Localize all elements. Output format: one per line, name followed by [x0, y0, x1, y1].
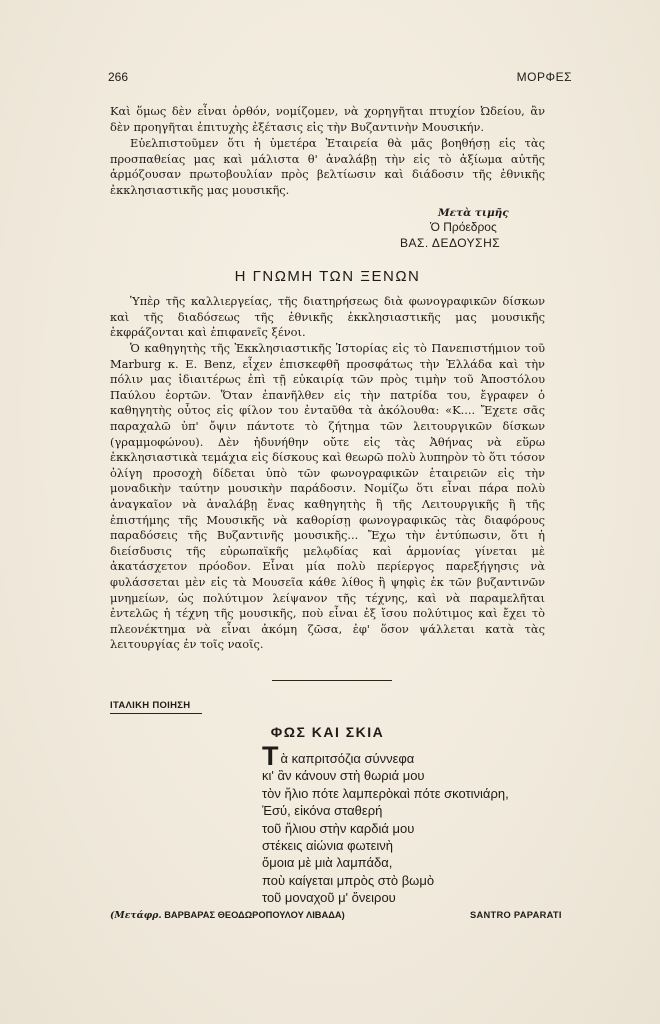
letter-paragraph-2: Εὐελπιστοῦμεν ὅτι ἡ ὑμετέρα Ἑταιρεία θὰ μᾶς βοηθήσῃ εἰς τὰς προσπαθείας μας καὶ μάλιστα θ' ἀναλάβῃ τὴν εἰς τὸ ἀξίωμα αὐτῆς ἁρμόζουσαν πρωτοβουλίαν πρὸς βελτίωσιν καὶ διάδοσιν τῆς ἐθνικῆς ἐκκλησιαστικῆς μας μουσικῆς. — [110, 136, 545, 197]
letter-signer-name: ΒΑΣ. ΔΕΔΟΥΣΗΣ — [400, 236, 501, 250]
poem — [262, 741, 592, 907]
section-label: ΙΤΑΛΙΚΗ ΠΟΙΗΣΗ — [110, 700, 191, 711]
letter-paragraph-1: Καὶ ὅμως δὲν εἶναι ὀρθόν, νομίζομεν, νὰ χορηγῆται πτυχίον Ὠδείου, ἂν δὲν προηγῆται ἐπιτυχὴς ἐξέτασις εἰς τὴν Βυζαντινὴν Μουσικήν. — [110, 104, 545, 134]
poem-line: τὸν ἥλιο πότε λαμπερὸκαὶ πότε σκοτινιάρη, — [262, 785, 509, 801]
translator-credit — [110, 910, 345, 921]
poem-title: ΦΩΣ ΚΑΙ ΣΚΙΑ — [270, 724, 385, 740]
letter-closing: Μετὰ τιμῆς — [438, 207, 509, 219]
poem-line: κι' ἂν κάνουν στὴ θωριά μου — [262, 768, 425, 784]
divider — [272, 680, 392, 681]
poem-line: τοῦ ἥλιου στὴν καρδιά μου — [262, 820, 415, 836]
drop-cap: Τ — [262, 741, 279, 771]
section-paragraph-2: Ὁ καθηγητὴς τῆς Ἐκκλησιαστικῆς Ἱστορίας εἰς τὸ Πανεπιστήμιον τοῦ Marburg κ. E. Benz, εἶχεν ἐπισκεφθῆ προσφάτως τὴν Ἑλλάδα καὶ τὴν πόλιν μας ἰδιαιτέρως ἐπὶ τῇ εὐκαιρίᾳ τῶν πρὸς τιμὴν τοῦ Ἀποστόλου Παύλου ἑορτῶν. Ὅταν ἐπανῆλθεν εἰς τὴν πατρίδα του, ἔγραφεν ὁ καθηγητὴς οὗτος εἰς φίλον του ἐνταῦθα τὰ ἀκόλουθα: «Κ.... Ἔχετε σᾶς παραχαλῶ ὑπ' ὄψιν πάντοτε τὸ ζήτημα τῶν λειτουργικῶν δίσκων (γραμμοφώνου). Δὲν ἠδυνήθην οὔτε εἰς τὰς Ἀθήνας νὰ εὕρω ἐκκλησιαστικὰ τεμάχια εἰς δίσκους καὶ θεωρῶ πολὺ λυπηρὸν τὸ ὅτι τόσον ὀλίγη προσοχὴ δίδεται ὑπὸ τῶν φωνογραφικῶν ἑταιρειῶν εἰς τὴν μοναδικὴν ταύτην μουσικὴν παράδοσιν. Νομίζω ὅτι εἶναι πάρα πολὺ ἀναγκαῖον νὰ ἀναλάβῃ ἕνας καθηγητὴς ἢ τῆς Λειτουργικῆς ἢ τῆς ἐπιστήμης τῆς Μουσικῆς νὰ καθορίσῃ φωνογραφικῶς τὰς διαφόρους παραδόσεις τῆς Βυζαντινῆς μουσικῆς... Ἔχω τὴν ἐντύπωσιν, ὅτι ἡ διείσδυσις τῆς εὐρωπαϊκῆς μελῳδίας καὶ ἁρμονίας γίνεται μὲ ἀκατάσχετον πρόοδον. Εἶναι μία πολὺ περίεργος παρεξήγησις νὰ φυλάσσεται μὲν εἰς τὰ Μουσεῖα κάθε λίθος ἢ ψηφὶς ἐκ τῶν βυζαντινῶν μνημείων, ὡς πολύτιμον λείψανον τῆς τέχνης, καὶ νὰ παραμελῆται ἐντελῶς ἡ τέχνη τῆς μουσικῆς, ποὺ εἶναι ἐξ ἴσου πολύτιμος καὶ ἔχει τὸ πλεονέκτημα νὰ εἶναι ἀκόμη ζῶσα, ἐφ' ὅσον ψάλλεται κατὰ τὰς λειτουργίας ἐν τοῖς ναοῖς. — [110, 341, 545, 652]
section-heading: Η ΓΝΩΜΗ ΤΩΝ ΞΕΝΩΝ — [234, 268, 421, 285]
poem-line: στέκεις αἰώνια φωτεινὴ — [262, 838, 394, 854]
poem-line: ὅμοια μὲ μιὰ λαμπάδα, — [262, 855, 393, 871]
translator-name: ΒΑΡΒΑΡΑΣ ΘΕΟΔΩΡΟΠΟΥΛΟΥ ΛΙΒΑΔΑ) — [164, 910, 345, 920]
poem-author: SANTRO PAPARATI — [470, 910, 562, 920]
poem-line: ποὺ καίγεται μπρὸς στὸ βωμὸ — [262, 872, 435, 888]
poem-line: τοῦ μοναχοῦ μ' ὄνειρου — [262, 890, 396, 906]
poem-line: Τὰ καπριτσόζια σύννεφα — [262, 741, 415, 771]
translator-prefix: (Μετάφρ. — [110, 910, 162, 921]
page-number: 266 — [108, 70, 129, 84]
letter-signer-role: Ὁ Πρόεδρος — [430, 220, 497, 234]
section-paragraph-1: Ὑπὲρ τῆς καλλιεργείας, τῆς διατηρήσεως διὰ φωνογραφικῶν δίσκων καὶ τῆς διαδόσεως τῆς ἐθνικῆς ἐκκλησιαστικῆς μας μουσικῆς ἐκφράζονται καὶ ἐπιφανεῖς ξένοι. — [110, 294, 545, 340]
section-label-underline — [110, 713, 202, 714]
running-head: ΜΟΡΦΕΣ — [516, 70, 572, 84]
poem-line: Ἐσύ, εἰκόνα σταθερή — [262, 803, 383, 819]
